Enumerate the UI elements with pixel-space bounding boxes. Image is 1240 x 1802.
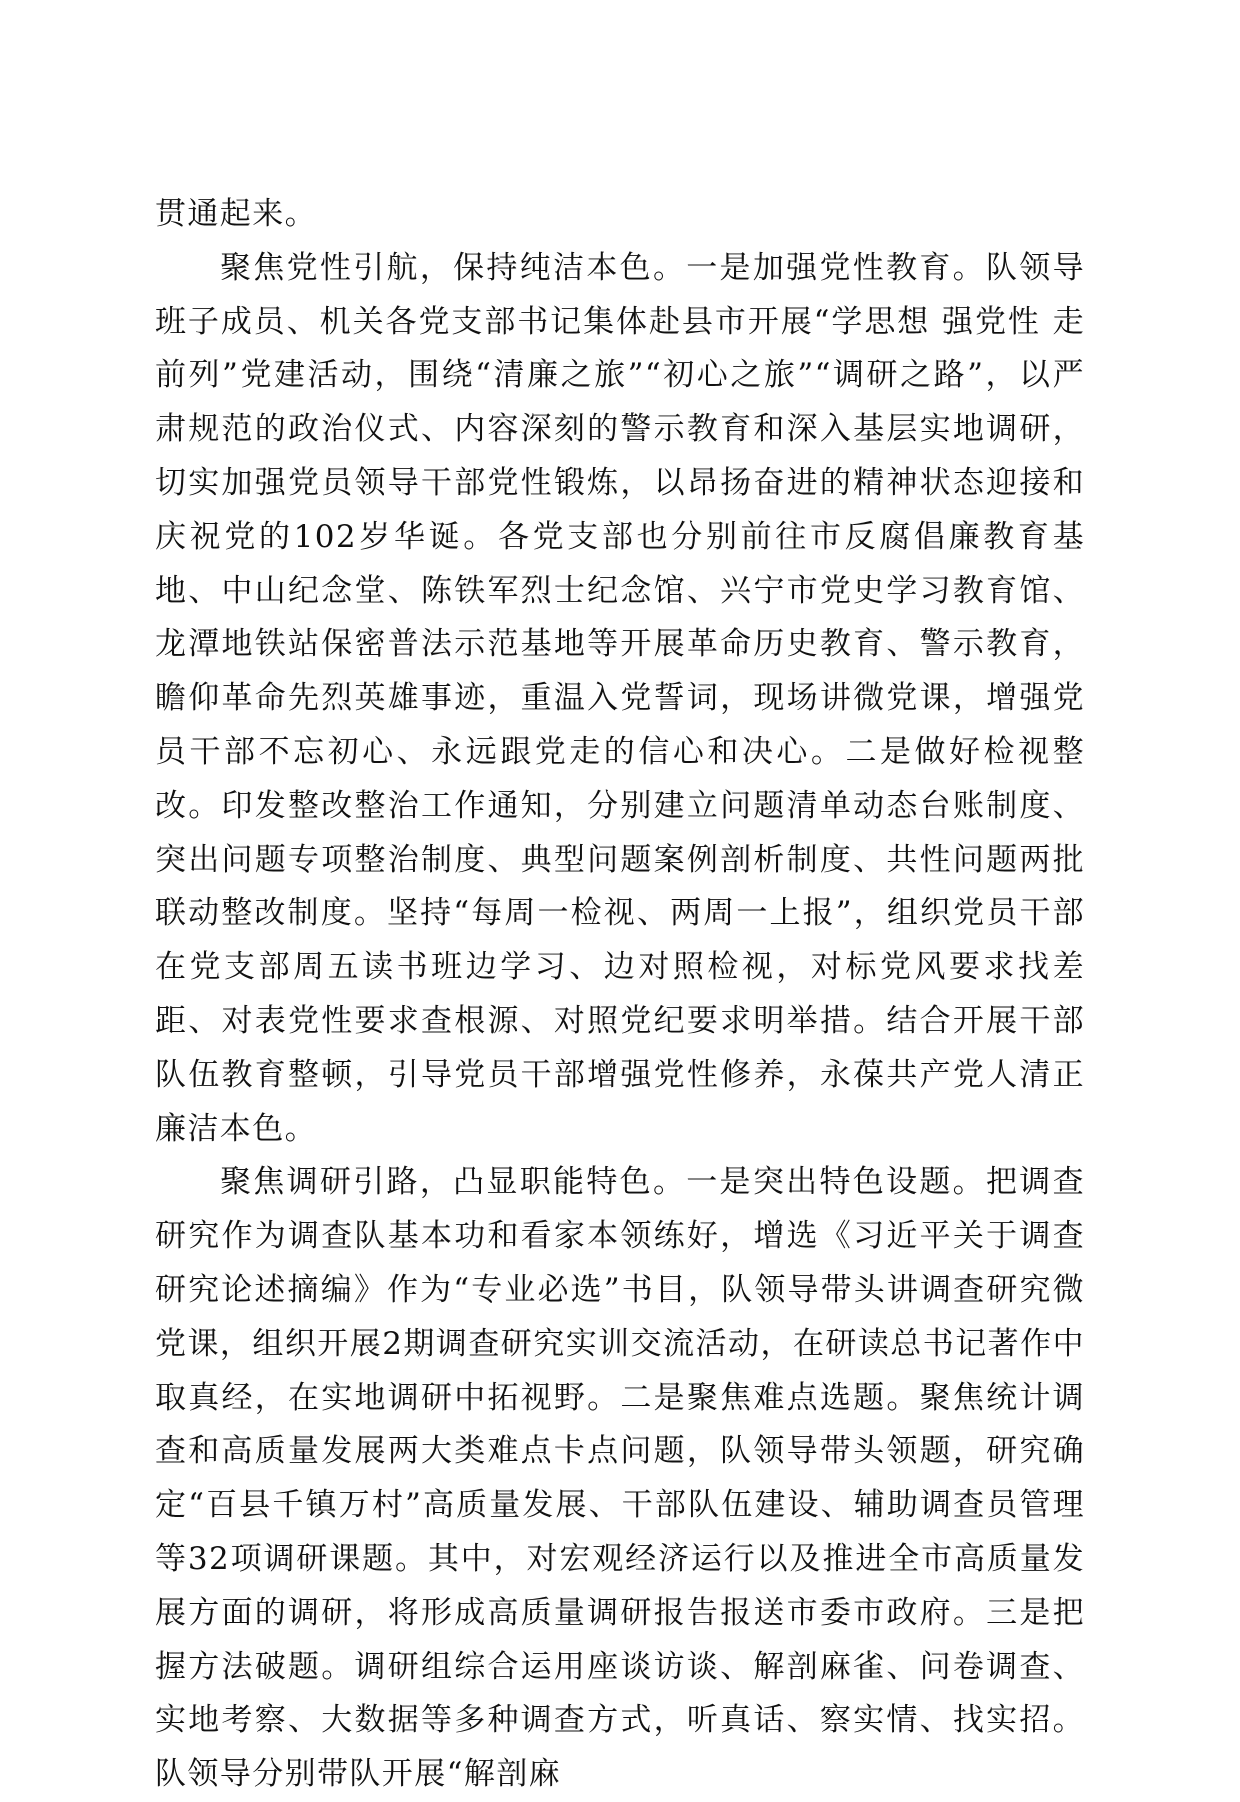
paragraph-research: 聚焦调研引路，凸显职能特色。一是突出特色设题。把调查研究作为调查队基本功和看家本领练好，增选《习近平关于调查研究论述摘编》作为“专业必选”书目，队领导带头讲调查研究微党课，组织开展2期调查研究实训交流活动，在研读总书记著作中取真经，在实地调研中拓视野。二是聚焦难点选题。聚焦统计调查和高质量发展两大类难点卡点问题，队领导带头领题，研究确定“百县千镇万村”高质量发展、干部队伍建设、辅助调查员管理等32项调研课题。其中，对宏观经济运行以及推进全市高质量发展方面的调研，将形成高质量调研报告报送市委市政府。三是把握方法破题。调研组综合运用座谈访谈、解剖麻雀、问卷调查、实地考察、大数据等多种调查方式，听真话、察实情、找实招。队领导分别带队开展“解剖麻 [155, 1164, 1085, 1793]
document-body [155, 188, 1085, 1802]
paragraph-party-spirit: 聚焦党性引航，保持纯洁本色。一是加强党性教育。队领导班子成员、机关各党支部书记集体赴县市开展“学思想 强党性 走前列”党建活动，围绕“清廉之旅”“初心之旅”“调研之路”，以严肃规范的政治仪式、内容深刻的警示教育和深入基层实地调研，切实加强党员领导干部党性锻炼，以昂扬奋进的精神状态迎接和庆祝党的102岁华诞。各党支部也分别前往市反腐倡廉教育基地、中山纪念堂、陈铁军烈士纪念馆、兴宁市党史学习教育馆、龙潭地铁站保密普法示范基地等开展革命历史教育、警示教育，瞻仰革命先烈英雄事迹，重温入党誓词，现场讲微党课，增强党员干部不忘初心、永远跟党走的信心和决心。二是做好检视整改。印发整改整治工作通知，分别建立问题清单动态台账制度、突出问题专项整治制度、典型问题案例剖析制度、共性问题两批联动整改制度。坚持“每周一检视、两周一上报”，组织党员干部在党支部周五读书班边学习、边对照检视，对标党风要求找差距、对表党性要求查根源、对照党纪要求明举措。结合开展干部队伍教育整顿，引导党员干部增强党性修养，永葆共产党人清正廉洁本色。 [155, 249, 1085, 1147]
paragraph-continuation: 贯通起来。 [155, 196, 317, 232]
